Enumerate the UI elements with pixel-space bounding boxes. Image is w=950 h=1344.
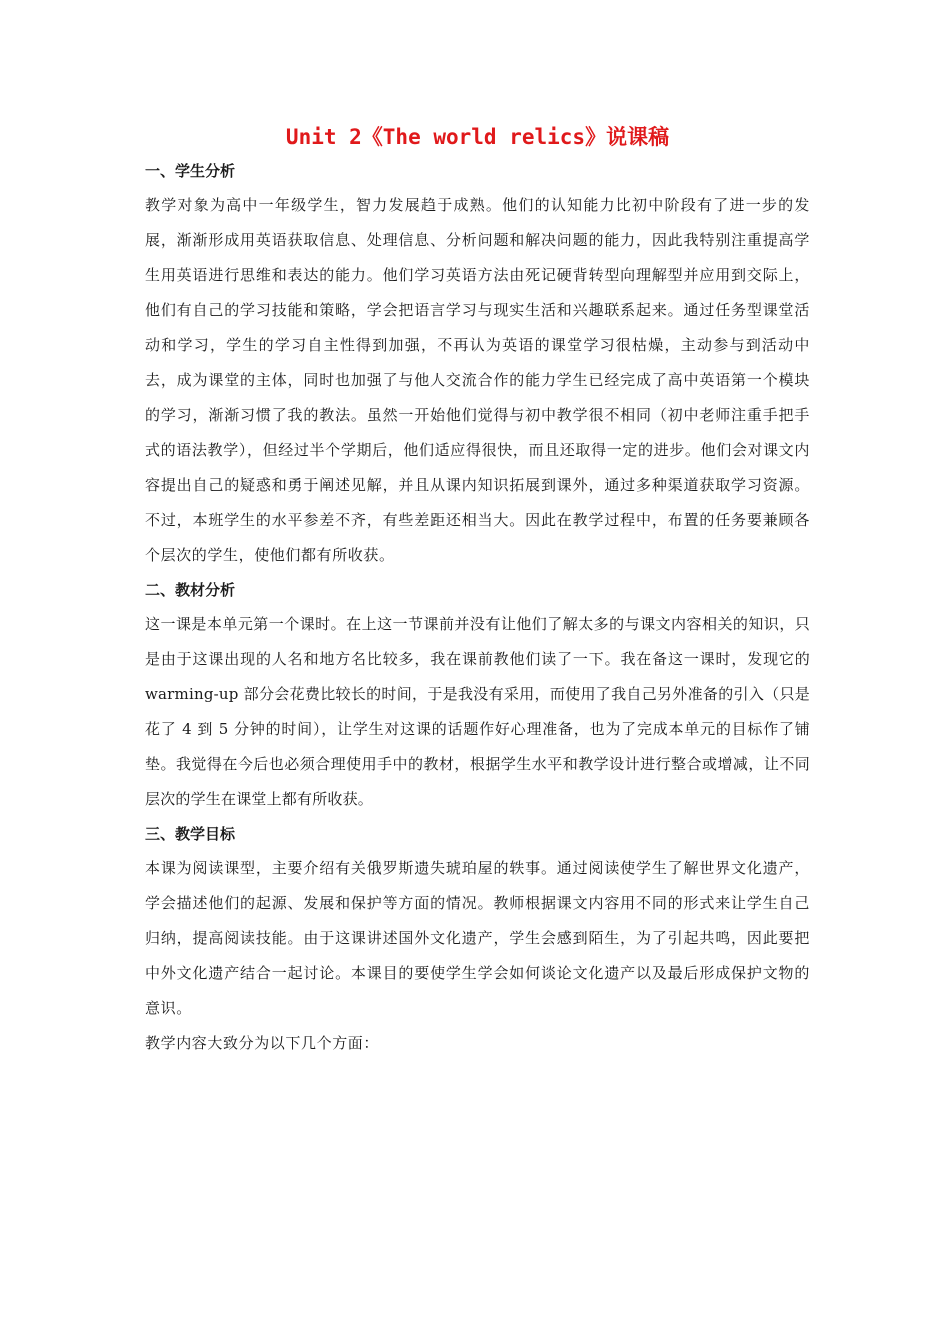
section-heading: 二、教材分析 bbox=[145, 581, 236, 599]
paragraph: 教学内容大致分为以下几个方面： bbox=[145, 1034, 380, 1052]
paragraph: 本课为阅读课型，主要介绍有关俄罗斯遗失琥珀屋的轶事。通过阅读使学生了解世界文化遗产，学会描述他们的起源、发展和保护等方面的情况。教师根据课文内容用不同的形式来让学生自己归纳，提高阅读技能。由于这课讲述国外文化遗产，学生会感到陌生，为了引起共鸣，因此要把中外文化遗产结合一起讨论。本课目的要使学生学会如何谈论文化遗产以及最后形成保护文物的意识。 bbox=[145, 859, 810, 1017]
paragraph: 教学对象为高中一年级学生，智力发展趋于成熟。他们的认知能力比初中阶段有了进一步的发展，渐渐形成用英语获取信息、处理信息、分析问题和解决问题的能力，因此我特别注重提高学生用英语进行思维和表达的能力。他们学习英语方法由死记硬背转型向理解型并应用到交际上，他们有自己的学习技能和策略，学会把语言学习与现实生活和兴趣联系起来。通过任务型课堂活动和学习，学生的学习自主性得到加强，不再认为英语的课堂学习很枯燥，主动参与到活动中去，成为课堂的主体，同时也加强了与他人交流合作的能力学生已经完成了高中英语第一个模块的学习，渐渐习惯了我的教法。虽然一开始他们觉得与初中教学很不相同（初中老师注重手把手式的语法教学），但经过半个学期后，他们适应得很快，而且还取得一定的进步。他们会对课文内容提出自己的疑惑和勇于阐述见解，并且从课内知识拓展到课外，通过多种渠道获取学习资源。不过，本班学生的水平参差不齐，有些差距还相当大。因此在教学过程中，布置的任务要兼顾各个层次的学生，使他们都有所收获。 bbox=[145, 196, 810, 564]
paragraph: 这一课是本单元第一个课时。在上这一节课前并没有让他们了解太多的与课文内容相关的知识，只是由于这课出现的人名和地方名比较多，我在课前教他们读了一下。我在备这一课时，发现它的 warming-up 部分会花费比较长的时间，于是我没有采用，而使用了我自己另外准备的引入（只是花了 4 到 5 分钟的时间），让学生对这课的话题作好心理准备，也为了完成本单元的目标作了铺垫。我觉得在今后也必须合理使用手中的教材，根据学生水平和教学设计进行整合或增减，让不同层次的学生在课堂上都有所收获。 bbox=[145, 615, 810, 808]
section-heading: 一、学生分析 bbox=[145, 162, 236, 180]
section-teaching-objectives bbox=[145, 817, 810, 1061]
document-title: Unit 2《The world relics》说课稿 bbox=[285, 125, 670, 149]
section-heading: 三、教学目标 bbox=[145, 825, 236, 843]
section-textbook-analysis bbox=[145, 573, 810, 817]
document-page bbox=[145, 120, 810, 1061]
section-student-analysis bbox=[145, 154, 810, 573]
